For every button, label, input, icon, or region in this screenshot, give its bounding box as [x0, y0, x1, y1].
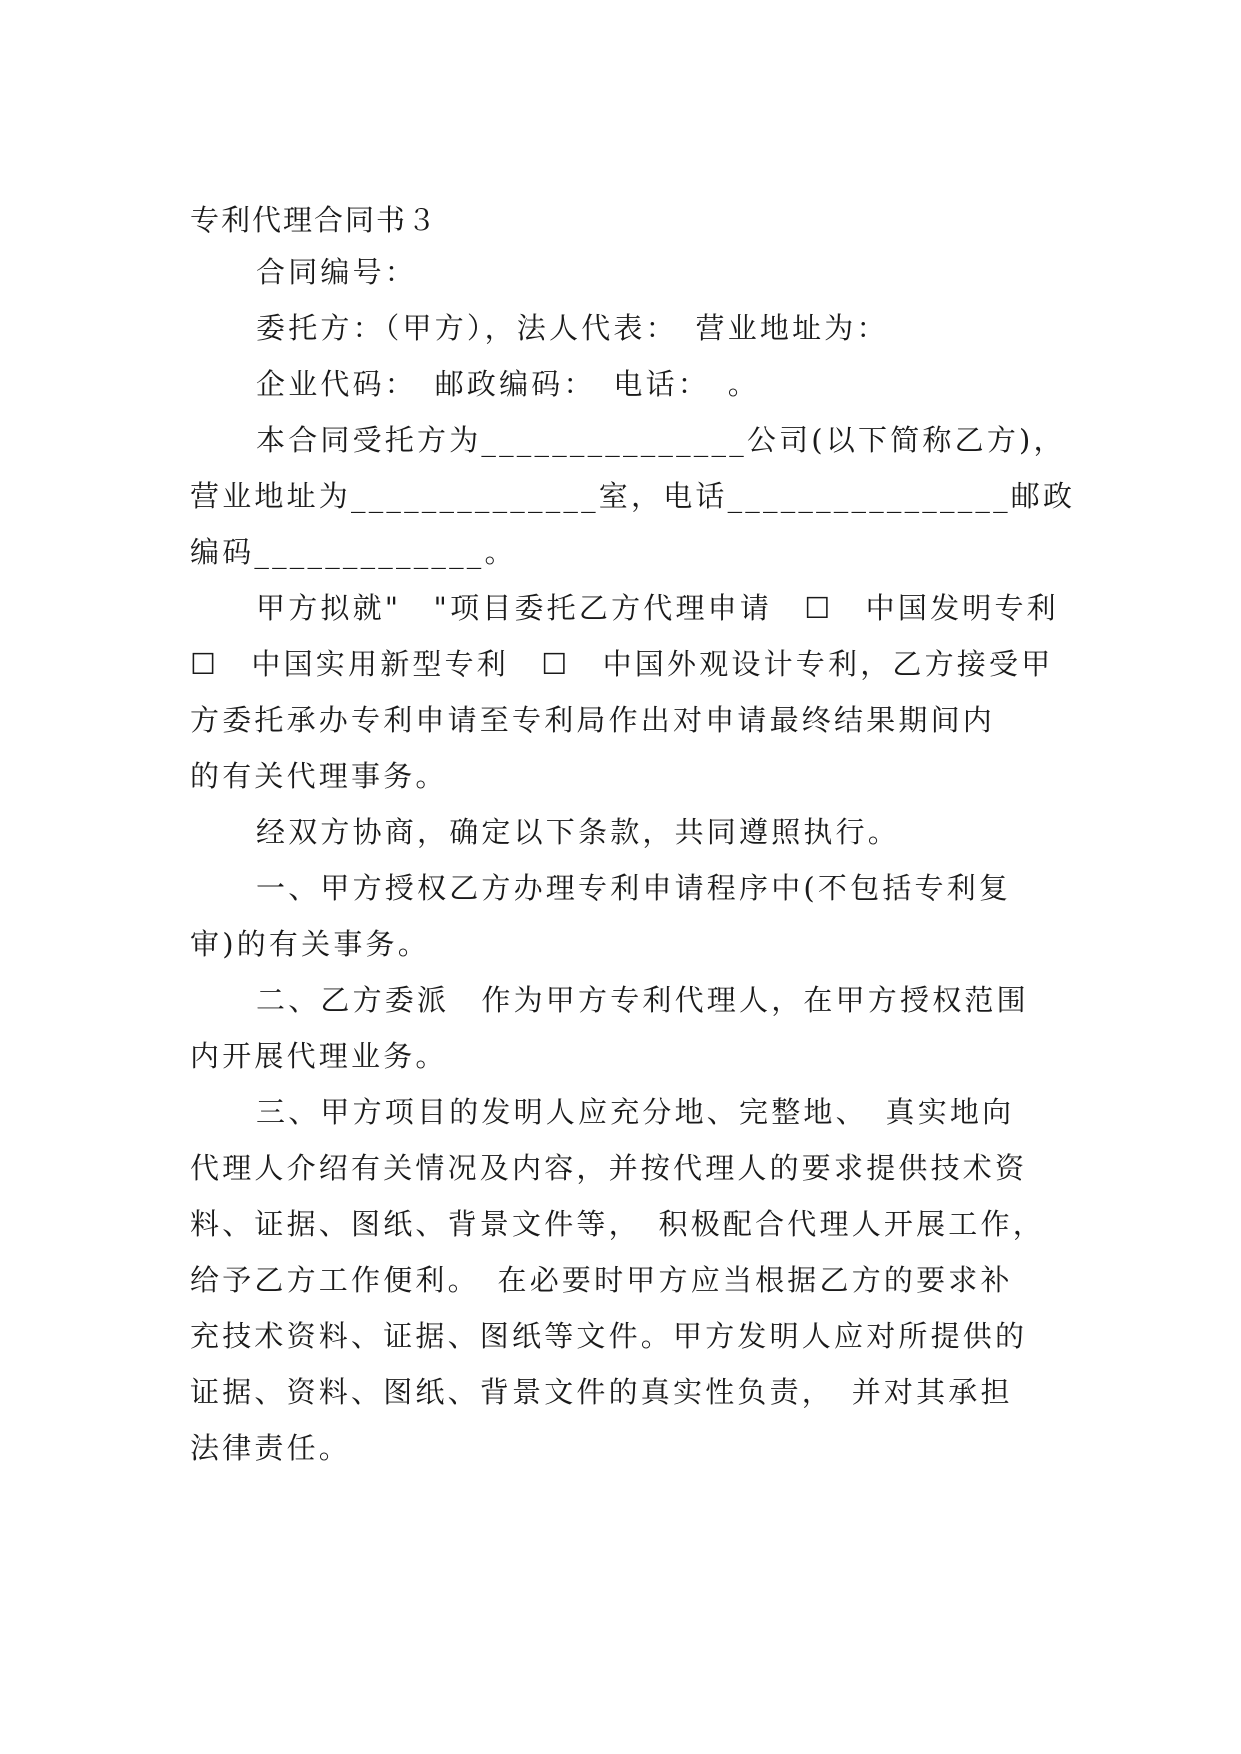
clause-line: 审)的有关事务。: [190, 927, 430, 961]
paragraph-line: 编码_____________。: [190, 535, 517, 569]
paragraph-line: 甲方拟就" "项目委托乙方代理申请 ☐ 中国发明专利: [256, 591, 1059, 625]
clause-line: 法律责任。: [190, 1431, 352, 1465]
clause-line: 充技术资料、证据、图纸等文件。甲方发明人应对所提供的: [190, 1319, 1028, 1353]
enterprise-code-line: 企业代码： 邮政编码： 电话： 。: [256, 367, 760, 401]
clause-line: 证据、资料、图纸、背景文件的真实性负责， 并对其承担: [190, 1375, 1013, 1409]
clause-line: 三、甲方项目的发明人应充分地、完整地、 真实地向: [256, 1095, 1015, 1129]
client-line: 委托方：（甲方），法人代表： 营业地址为：: [256, 311, 889, 345]
clause-line: 二、乙方委派 作为甲方专利代理人，在甲方授权范围: [256, 983, 1029, 1017]
paragraph-line: 本合同受托方为_______________公司(以下简称乙方)，: [256, 423, 1066, 457]
paragraph-line: 经双方协商，确定以下条款，共同遵照执行。: [256, 815, 901, 849]
contract-number-line: 合同编号：: [256, 255, 418, 289]
paragraph-line: 方委托承办专利申请至专利局作出对申请最终结果期间内: [190, 703, 996, 737]
clause-line: 代理人介绍有关情况及内容，并按代理人的要求提供技术资: [190, 1151, 1028, 1185]
clause-line: 内开展代理业务。: [190, 1039, 448, 1073]
paragraph-line: 营业地址为______________室，电话________________邮政: [190, 479, 1076, 513]
document-title: 专利代理合同书３: [190, 203, 439, 237]
clause-line: 一、甲方授权乙方办理专利申请程序中(不包括专利复: [256, 871, 1012, 905]
paragraph-line: ☐ 中国实用新型专利 ☐ 中国外观设计专利，乙方接受甲: [190, 647, 1054, 681]
clause-line: 料、证据、图纸、背景文件等， 积极配合代理人开展工作，: [190, 1207, 1045, 1241]
paragraph-line: 的有关代理事务。: [190, 759, 448, 793]
clause-line: 给予乙方工作便利。 在必要时甲方应当根据乙方的要求补: [190, 1263, 1013, 1297]
